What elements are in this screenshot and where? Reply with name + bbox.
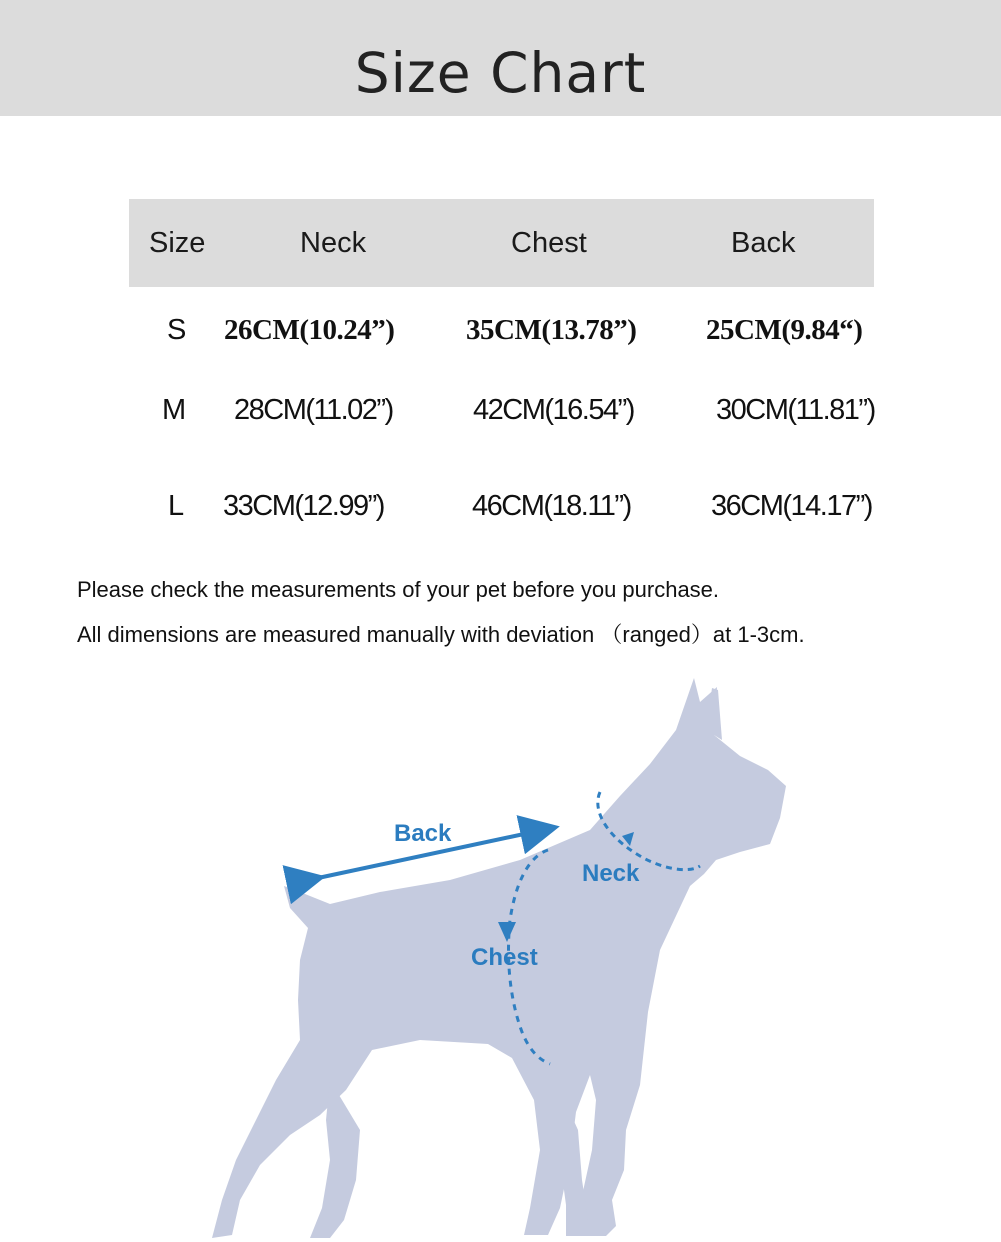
- row-s-size: S: [167, 314, 187, 346]
- neck-label: Neck: [582, 860, 640, 887]
- row-m-neck: 28CM(11.02”): [234, 394, 393, 426]
- page-title: Size Chart: [354, 41, 647, 105]
- header-size: Size: [149, 227, 206, 259]
- header-back: Back: [731, 227, 796, 259]
- row-s-back: 25CM(9.84“): [706, 314, 863, 346]
- chest-label: Chest: [471, 944, 538, 971]
- row-l-neck: 33CM(12.99”): [223, 490, 384, 522]
- dog-diagram-svg: [0, 660, 1001, 1242]
- header-chest: Chest: [511, 227, 587, 259]
- back-label: Back: [394, 820, 452, 847]
- row-l-back: 36CM(14.17”): [711, 490, 872, 522]
- row-l-chest: 46CM(18.11”): [472, 490, 631, 522]
- row-s-chest: 35CM(13.78”): [466, 314, 637, 346]
- header-neck: Neck: [300, 227, 367, 259]
- row-m-chest: 42CM(16.54”): [473, 394, 634, 426]
- row-m-size: M: [162, 394, 187, 426]
- note-deviation: All dimensions are measured manually with deviation （ranged）at 1-3cm.: [77, 622, 805, 647]
- note-check-measurements: Please check the measurements of your pet before you purchase.: [77, 577, 720, 602]
- row-l-size: L: [168, 490, 185, 522]
- row-s-neck: 26CM(10.24”): [224, 314, 395, 346]
- dog-measurement-diagram: [0, 660, 1001, 1242]
- row-m-back: 30CM(11.81”): [716, 394, 875, 426]
